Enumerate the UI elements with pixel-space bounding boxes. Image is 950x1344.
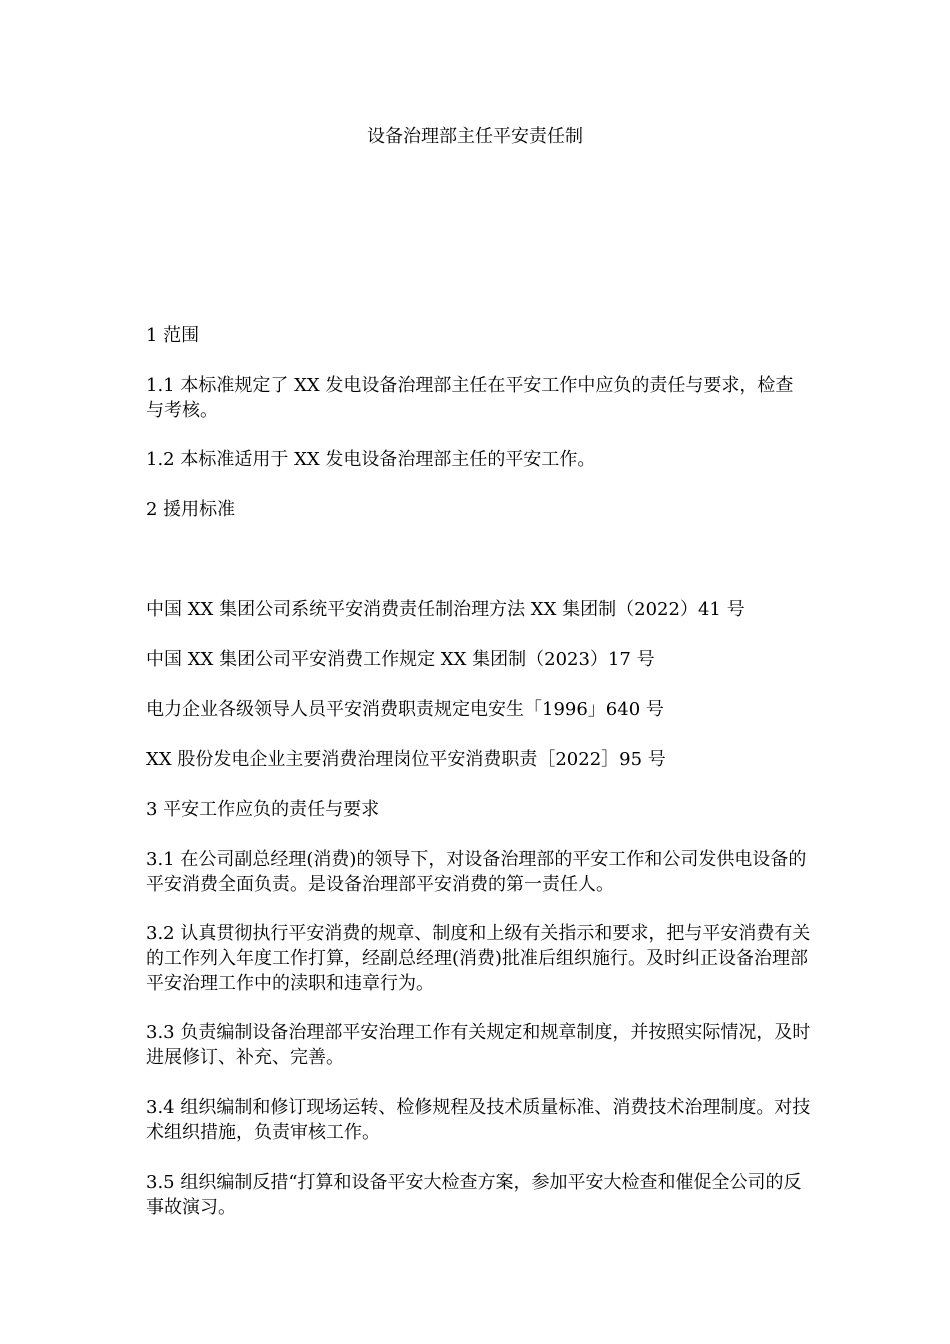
- section-heading-duties: 3 平安工作应负的责任与要求: [146, 799, 380, 820]
- reference-item-3: 电力企业各级领导人员平安消费职责规定电安生「1996」640 号: [146, 699, 664, 720]
- reference-item-2: 中国 XX 集团公司平安消费工作规定 XX 集团制（2023）17 号: [146, 649, 655, 670]
- paragraph-1-1: 1.1 本标准规定了 XX 发电设备治理部主任在平安工作中应负的责任与要求，检查与考核。: [146, 375, 794, 421]
- reference-item-1: 中国 XX 集团公司系统平安消费责任制治理方法 XX 集团制（2022）41 号: [146, 599, 745, 620]
- paragraph-3-4: 3.4 组织编制和修订现场运转、检修规程及技术质量标准、消费技术治理制度。对技术组织措施，负责审核工作。: [146, 1097, 811, 1143]
- reference-item-4: XX 股份发电企业主要消费治理岗位平安消费职责［2022］95 号: [146, 749, 666, 770]
- paragraph-3-3: 3.3 负责编制设备治理部平安治理工作有关规定和规章制度，并按照实际情况，及时进展修订、补充、完善。: [146, 1022, 811, 1068]
- paragraph-3-2: 3.2 认真贯彻执行平安消费的规章、制度和上级有关指示和要求，把与平安消费有关的工作列入年度工作打算，经副总经理(消费)批准后组织施行。及时纠正设备治理部平安治理工作中的渎职和违章行为。: [146, 923, 811, 994]
- paragraph-1-2: 1.2 本标准适用于 XX 发电设备治理部主任的平安工作。: [146, 449, 596, 470]
- paragraph-3-1: 3.1 在公司副总经理(消费)的领导下，对设备治理部的平安工作和公司发供电设备的平安消费全面负责。是设备治理部平安消费的第一责任人。: [146, 849, 807, 895]
- section-heading-references: 2 援用标准: [146, 499, 236, 520]
- document-title: 设备治理部主任平安责任制: [367, 126, 583, 147]
- section-heading-scope: 1 范围: [146, 325, 200, 346]
- paragraph-3-5: 3.5 组织编制反措“打算和设备平安大检查方案，参加平安大检查和催促全公司的反事故演习。: [146, 1172, 802, 1218]
